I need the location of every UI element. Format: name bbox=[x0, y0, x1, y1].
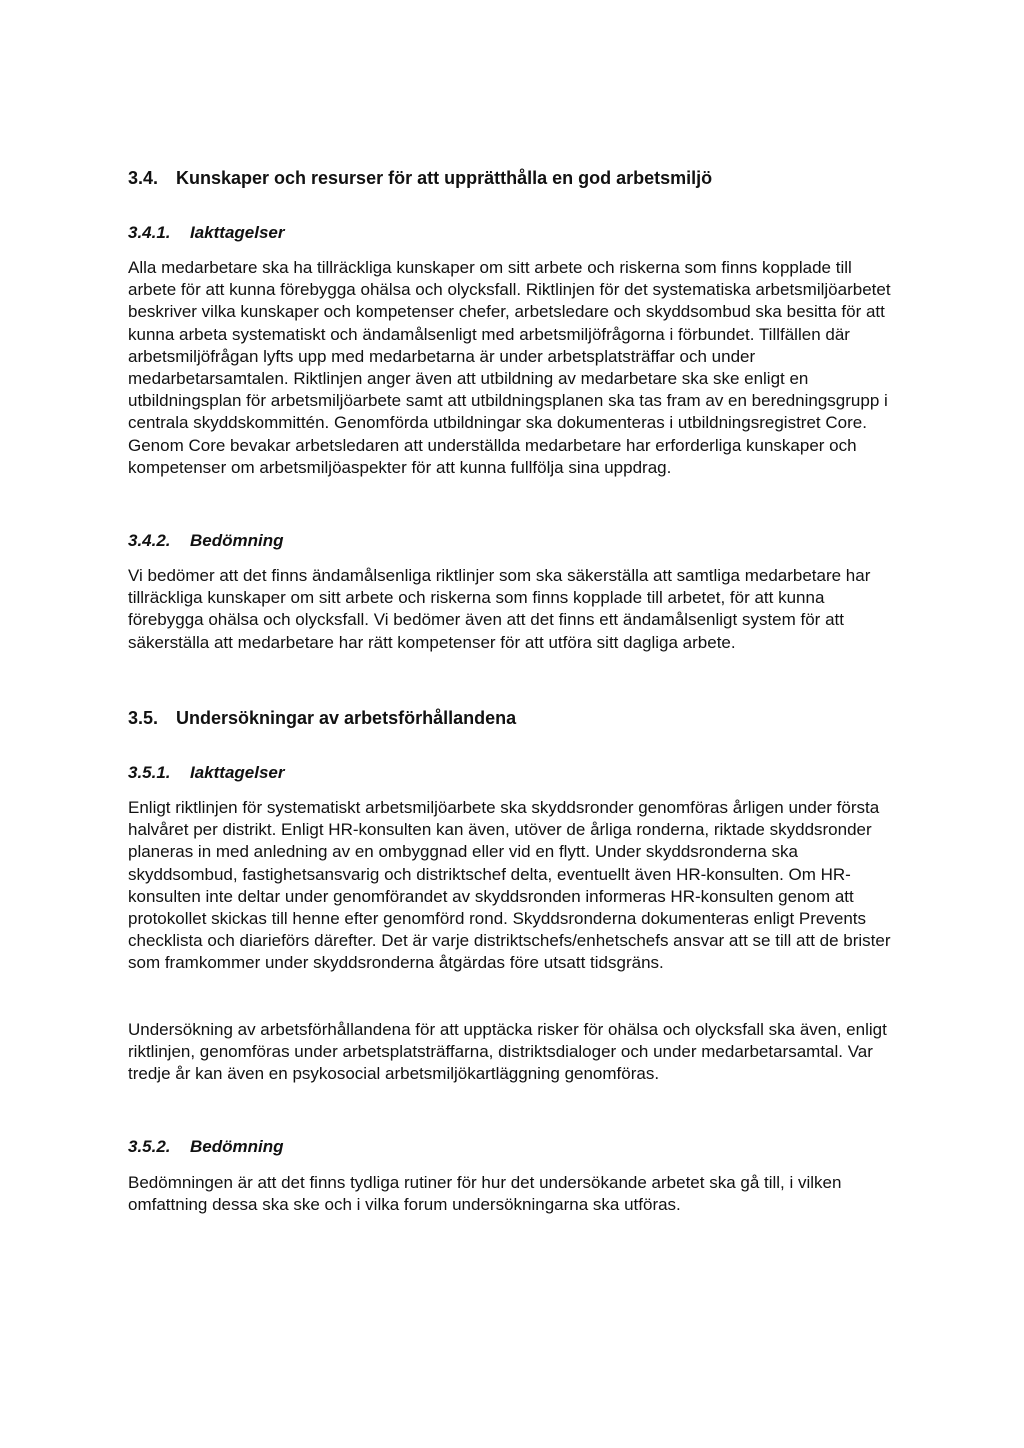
paragraph-3-4-1: Alla medarbetare ska ha tillräckliga kunskaper om sitt arbete och riskerna som finns kopplade till arbete för att kunna förebygga ohälsa och olycksfall. Riktlinjen för det systematiska arbetsmiljöarbetet beskriver vilka kunskaper och kompetenser chefer, arbetsledare och skyddsombud ska besitta för att kunna arbeta systematiskt och ändamålsenligt med arbetsmiljöfrågorna i förbundet. Tillfällen där arbetsmiljöfrågan lyfts upp med medarbetarna är under arbetsplatsträffar och under medarbetarsamtalen. Riktlinjen anger även att utbildning av medarbetare ska ske enligt en utbildningsplan för arbetsmiljöarbete samt att utbildningsplanen ska tas fram av en beredningsgrupp i centrala skyddskommittén. Genomförda utbildningar ska dokumenteras i utbildningsregistret Core. Genom Core bevakar arbetsledaren att underställda medarbetare har erforderliga kunskaper och kompetenser om arbetsmiljöaspekter för att kunna fullfölja sina uppdrag. bbox=[128, 258, 891, 477]
paragraph-3-4-2: Vi bedömer att det finns ändamålsenliga riktlinjer som ska säkerställa att samtliga medarbetare har tillräckliga kunskaper om sitt arbete och riskerna som finns kopplade till arbetet, för att kunna förebygga ohälsa och olycksfall. Vi bedömer även att det finns ett ändamålsenligt system för att säkerställa att medarbetare har rätt kompetenser för att utföra sitt dagliga arbete. bbox=[128, 566, 871, 652]
section-number: 3.4. bbox=[128, 168, 159, 188]
subsection-number: 3.5.2. bbox=[128, 1137, 171, 1156]
subsection-number: 3.5.1. bbox=[128, 763, 171, 782]
paragraph-3-5-1-b: Undersökning av arbetsförhållandena för att upptäcka risker för ohälsa och olycksfall ska även, enligt riktlinjen, genomföras under arbetsplatsträffarna, distriktsdialoger och under medarbetarsamtal. Var tredje år kan även en psykosocial arbetsmiljökartläggning genomföras. bbox=[128, 1020, 887, 1084]
section-heading-3-4 bbox=[128, 168, 712, 189]
subsection-title: Bedömning bbox=[190, 1137, 284, 1156]
section-heading-3-5 bbox=[128, 708, 516, 729]
section-number: 3.5. bbox=[128, 708, 159, 728]
subsection-number: 3.4.2. bbox=[128, 531, 171, 550]
subsection-heading-3-4-1 bbox=[128, 223, 285, 243]
section-title: Kunskaper och resurser för att upprätthålla en god arbetsmiljö bbox=[176, 168, 713, 188]
paragraph-3-5-2: Bedömningen är att det finns tydliga rutiner för hur det undersökande arbetet ska gå till, i vilken omfattning dessa ska ske och i vilka forum undersökningarna ska utföras. bbox=[128, 1173, 842, 1215]
subsection-number: 3.4.1. bbox=[128, 223, 171, 242]
subsection-title: Iakttagelser bbox=[190, 763, 285, 782]
subsection-title: Bedömning bbox=[190, 531, 284, 550]
subsection-heading-3-5-1 bbox=[128, 763, 285, 783]
subsection-title: Iakttagelser bbox=[190, 223, 285, 242]
subsection-heading-3-4-2 bbox=[128, 531, 284, 551]
section-title: Undersökningar av arbetsförhållandena bbox=[176, 708, 517, 728]
paragraph-3-5-1-a: Enligt riktlinjen för systematiskt arbetsmiljöarbete ska skyddsronder genomföras årligen under första halvåret per distrikt. Enligt HR-konsulten kan även, utöver de årliga ronderna, riktade skyddsronder planeras in med anledning av en ombyggnad eller vid en flytt. Under skyddsronderna ska skyddsombud, fastighetsansvarig och distriktschef delta, eventuellt även HR-konsulten. Om HR-konsulten inte deltar under genomförandet av skyddsronden informeras HR-konsulten genom att protokollet skickas till henne efter genomförd rond. Skyddsronderna dokumenteras enligt Prevents checklista och diarieförs därefter. Det är varje distriktschefs/enhetschefs ansvar att se till att de brister som framkommer under skyddsronderna åtgärdas före utsatt tidsgräns. bbox=[128, 798, 891, 973]
subsection-heading-3-5-2 bbox=[128, 1137, 284, 1157]
